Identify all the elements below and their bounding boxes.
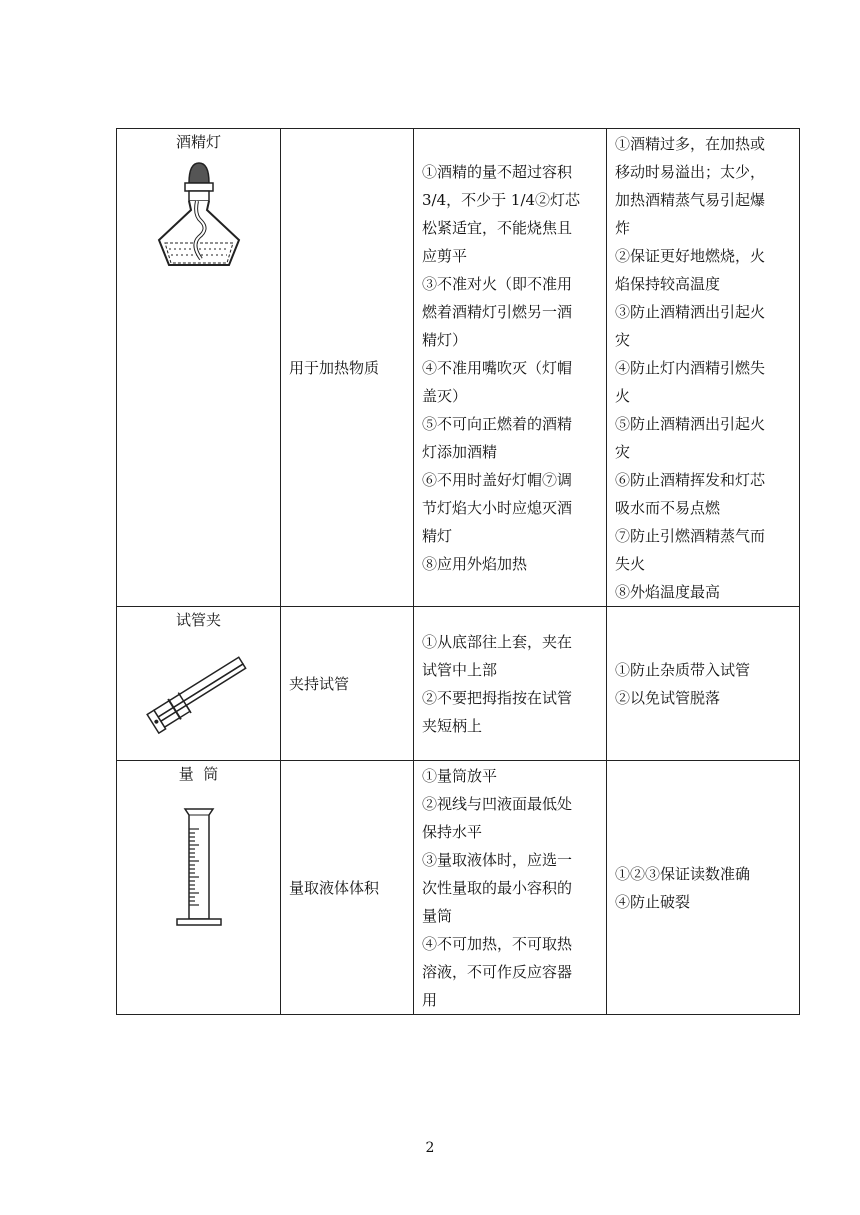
reason-line: ①②③保证读数准确 bbox=[615, 864, 751, 883]
reasons-cell bbox=[607, 761, 800, 1015]
note-line: 松紧适宜，不能烧焦且 bbox=[422, 218, 573, 237]
note-line: ⑧应用外焰加热 bbox=[422, 554, 528, 573]
note-line: ③不准对火（即不准用 bbox=[422, 274, 573, 293]
note-line: 溶液，不可作反应容器 bbox=[422, 962, 573, 981]
instrument-cell bbox=[117, 761, 281, 1015]
reason-line: ⑤防止酒精洒出引起火 bbox=[615, 414, 766, 433]
test-tube-holder-icon bbox=[139, 633, 259, 743]
reason-line: ④防止灯内酒精引燃失 bbox=[615, 358, 766, 377]
reason-line: ③防止酒精洒出引起火 bbox=[615, 302, 766, 321]
reason-line: 灾 bbox=[615, 330, 631, 349]
note-line: ④不可加热，不可取热 bbox=[422, 934, 573, 953]
note-line: 盖灭） bbox=[422, 386, 468, 405]
instrument-cell bbox=[117, 607, 281, 761]
alcohol-lamp-icon bbox=[139, 155, 259, 275]
note-line: 精灯） bbox=[422, 330, 468, 349]
note-line: 量筒 bbox=[422, 906, 453, 925]
note-line: ①量筒放平 bbox=[422, 766, 498, 785]
note-line: ①从底部往上套，夹在 bbox=[422, 632, 573, 651]
reason-line: ④防止破裂 bbox=[615, 892, 691, 911]
table-row bbox=[117, 761, 800, 1015]
reason-line: 移动时易溢出；太少， bbox=[615, 162, 766, 181]
note-line: ①酒精的量不超过容积 bbox=[422, 162, 573, 181]
reason-line: ②以免试管脱落 bbox=[615, 688, 721, 707]
use-cell: 用于加热物质 bbox=[281, 129, 414, 607]
reason-line: 炸 bbox=[615, 218, 631, 237]
table-row bbox=[117, 607, 800, 761]
notes-cell bbox=[414, 607, 607, 761]
note-line: ②不要把拇指按在试管 bbox=[422, 688, 573, 707]
note-line: 燃着酒精灯引燃另一酒 bbox=[422, 302, 573, 321]
reason-line: ②保证更好地燃烧，火 bbox=[615, 246, 766, 265]
note-line: 次性量取的最小容积的 bbox=[422, 878, 573, 897]
page-number: 2 bbox=[425, 1140, 435, 1156]
reasons-cell bbox=[607, 607, 800, 761]
reason-line: ⑦防止引燃酒精蒸气而 bbox=[615, 526, 766, 545]
note-line: 试管中上部 bbox=[422, 660, 498, 679]
note-line: 灯添加酒精 bbox=[422, 442, 498, 461]
note-line: 3/4，不少于 1/4②灯芯 bbox=[422, 190, 581, 209]
table-row bbox=[117, 129, 800, 607]
note-line: 应剪平 bbox=[422, 246, 468, 265]
note-line: 用 bbox=[422, 990, 438, 1009]
reason-line: ①防止杂质带入试管 bbox=[615, 660, 751, 679]
reason-line: 吸水而不易点燃 bbox=[615, 498, 721, 517]
note-line: ⑥不用时盖好灯帽⑦调 bbox=[422, 470, 573, 489]
note-line: ④不准用嘴吹灭（灯帽 bbox=[422, 358, 573, 377]
use-cell: 量取液体体积 bbox=[281, 761, 414, 1015]
reason-line: 焰保持较高温度 bbox=[615, 274, 721, 293]
reasons-cell bbox=[607, 129, 800, 607]
reason-line: ①酒精过多，在加热或 bbox=[615, 134, 766, 153]
instrument-name: 酒精灯 bbox=[175, 133, 221, 151]
note-line: ③量取液体时，应选一 bbox=[422, 850, 573, 869]
instrument-name: 试管夹 bbox=[175, 611, 221, 629]
notes-cell bbox=[414, 761, 607, 1015]
instrument-name: 量 筒 bbox=[178, 765, 219, 783]
reason-line: 火 bbox=[615, 386, 631, 405]
note-line: 夹短柄上 bbox=[422, 716, 483, 735]
note-line: 节灯焰大小时应熄灭酒 bbox=[422, 498, 573, 517]
instrument-cell bbox=[117, 129, 281, 607]
reason-line: ⑥防止酒精挥发和灯芯 bbox=[615, 470, 766, 489]
reason-line: 失火 bbox=[615, 554, 646, 573]
reason-line: ⑧外焰温度最高 bbox=[615, 582, 721, 601]
note-line: 精灯 bbox=[422, 526, 453, 545]
graduated-cylinder-icon bbox=[169, 799, 229, 939]
note-line: 保持水平 bbox=[422, 822, 483, 841]
notes-cell bbox=[414, 129, 607, 607]
instrument-table bbox=[116, 128, 800, 1015]
reason-line: 加热酒精蒸气易引起爆 bbox=[615, 190, 766, 209]
note-line: ⑤不可向正燃着的酒精 bbox=[422, 414, 573, 433]
reason-line: 灾 bbox=[615, 442, 631, 461]
use-cell: 夹持试管 bbox=[281, 607, 414, 761]
note-line: ②视线与凹液面最低处 bbox=[422, 794, 573, 813]
